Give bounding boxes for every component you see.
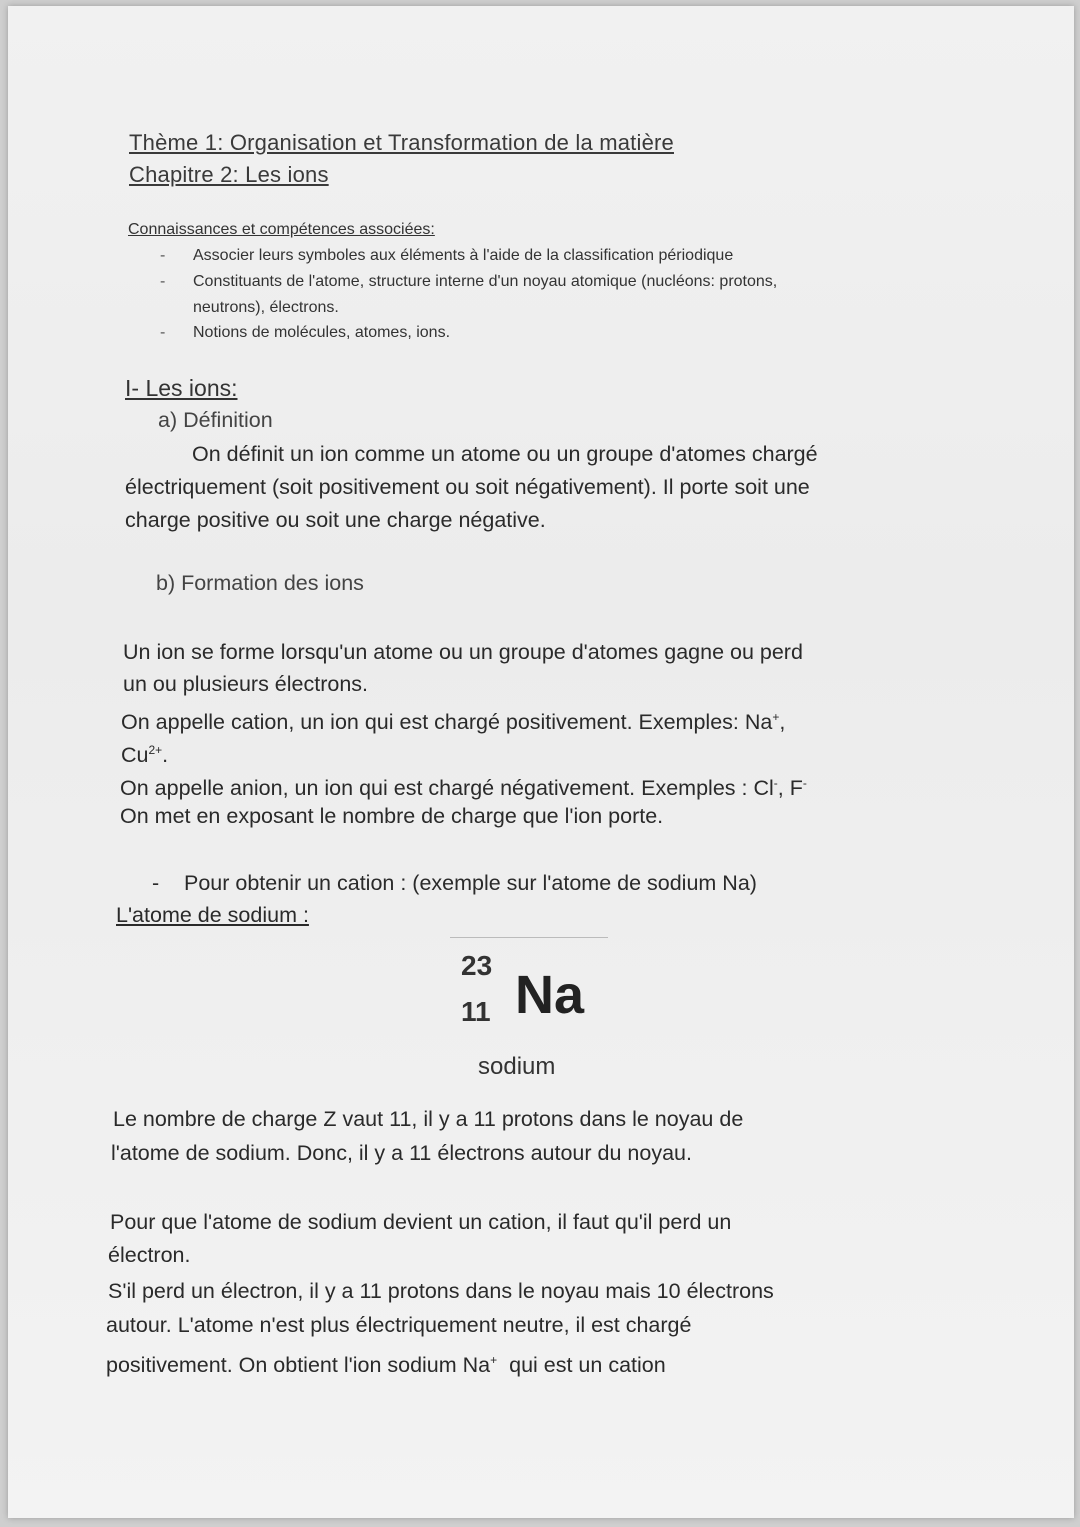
subsection-a-title: a) Définition — [158, 408, 273, 432]
anion-definition: On appelle anion, un ion qui est chargé négativement. Exemples : Cl-, F- — [120, 776, 807, 801]
explanation-line: électron. — [108, 1243, 191, 1267]
chapter-title: Chapitre 2: Les ions — [129, 162, 329, 187]
atom-label: L'atome de sodium : — [116, 903, 309, 927]
competence-item: Constituants de l'atome, structure interne d'un noyau atomique (nucléons: protons, — [193, 273, 778, 290]
cation-example-cu: $Cu^{2+}$. — [121, 743, 169, 768]
formation-line: un ou plusieurs électrons. — [123, 672, 369, 696]
bullet-dash: - — [160, 247, 166, 264]
cation-intro: Pour obtenir un cation : (exemple sur l'atome de sodium Na) — [184, 871, 757, 895]
explanation-line: l'atome de sodium. Donc, il y a 11 électrons autour du noyau. — [111, 1141, 692, 1165]
subsection-b-title: b) Formation des ions — [156, 571, 364, 595]
mass-number: 23 — [461, 950, 493, 981]
competences-title: Connaissances et compétences associées: — [128, 221, 435, 238]
competence-item: Notions de molécules, atomes, ions. — [193, 324, 451, 341]
formation-line: On met en exposant le nombre de charge que l'ion porte. — [120, 804, 664, 828]
element-name: sodium — [478, 1053, 556, 1080]
explanation-line: Le nombre de charge Z vaut 11, il y a 11 protons dans le noyau de — [113, 1107, 744, 1131]
theme-title: Thème 1: Organisation et Transformation de la matière — [129, 130, 674, 155]
explanation-line: Pour que l'atome de sodium devient un cation, il faut qu'il perd un — [110, 1210, 732, 1234]
bullet-dash: - — [152, 871, 160, 895]
bullet-dash: - — [160, 324, 166, 341]
explanation-line: autour. L'atome n'est plus électriquement neutre, il est chargé — [106, 1313, 692, 1337]
cation-definition: On appelle cation, un ion qui est chargé positivement. Exemples: Na+, — [121, 710, 786, 735]
element-card-border — [450, 937, 608, 938]
section-title: I- Les ions: — [125, 375, 238, 401]
bullet-dash: - — [160, 273, 166, 290]
competence-item: Associer leurs symboles aux éléments à l'aide de la classification périodique — [193, 247, 734, 264]
explanation-line: S'il perd un électron, il y a 11 protons dans le noyau mais 10 électrons — [108, 1279, 774, 1303]
definition-line: charge positive ou soit une charge négative. — [125, 508, 546, 532]
atomic-number: 11 — [461, 996, 491, 1027]
element-symbol: Na — [515, 965, 585, 1025]
explanation-conclusion: positivement. On obtient l'ion sodium Na+ qui est un cation — [106, 1353, 666, 1378]
definition-line: électriquement (soit positivement ou soit négativement). Il porte soit une — [125, 475, 810, 499]
competence-item: neutrons), électrons. — [193, 299, 339, 316]
formation-line: Un ion se forme lorsqu'un atome ou un groupe d'atomes gagne ou perd — [123, 640, 803, 664]
definition-line: On définit un ion comme un atome ou un groupe d'atomes chargé — [192, 442, 818, 466]
